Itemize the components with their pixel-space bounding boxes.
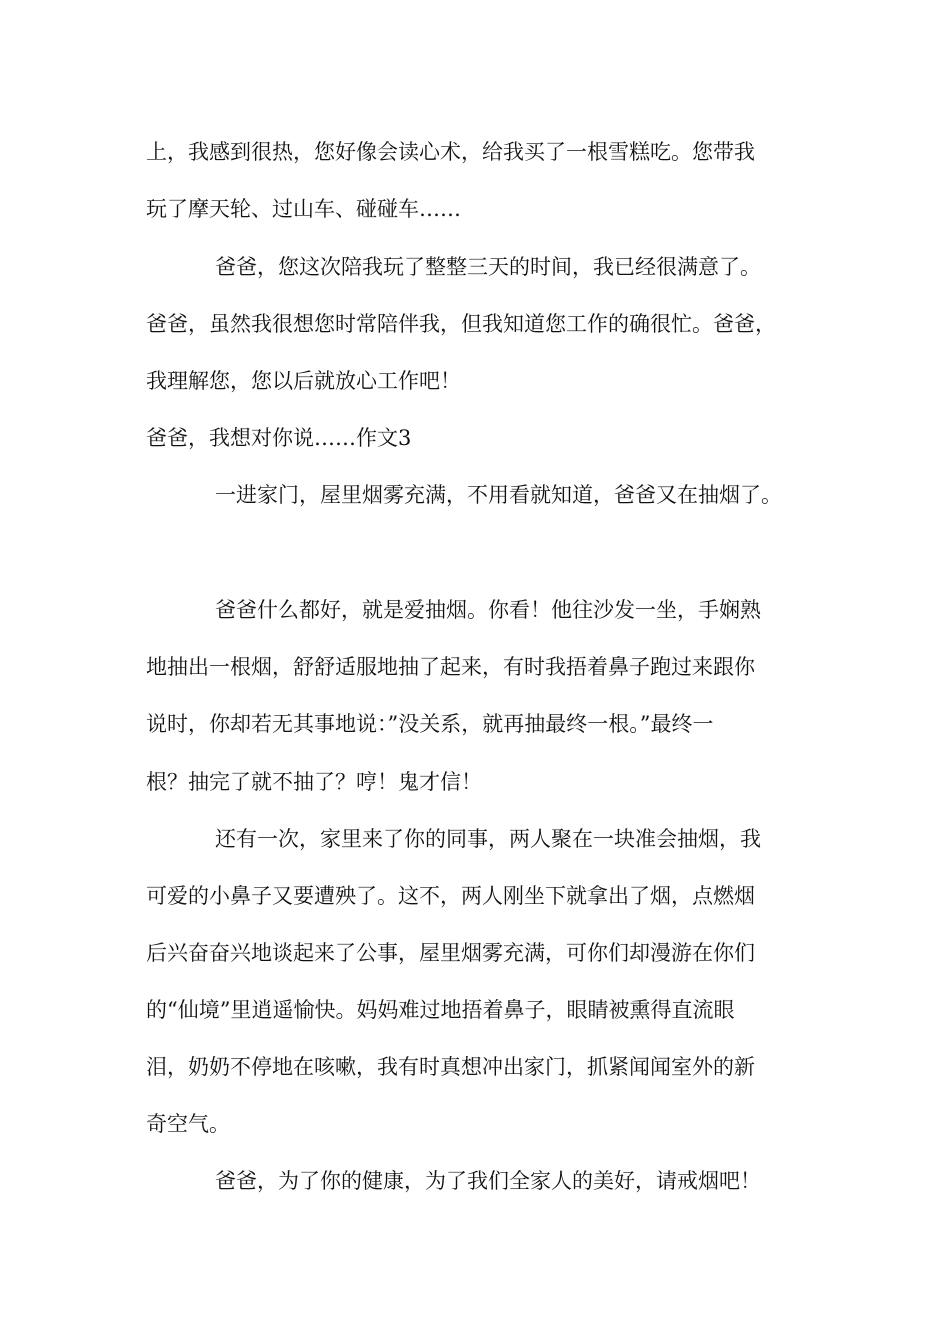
text-line: 说时，你却若无其事地说：”没关系，就再抽最终一根。”最终一 [146, 712, 714, 736]
text-line: 爸爸什么都好，就是爱抽烟。你看！他往沙发一坐，手娴熟 [215, 598, 761, 622]
text-line: 泪，奶奶不停地在咳嗽，我有时真想冲出家门，抓紧闻闻室外的新 [146, 1055, 755, 1079]
text-line: 地抽出一根烟，舒舒适服地抽了起来，有时我捂着鼻子跑过来跟你 [146, 655, 755, 679]
text-line: 奇空气。 [146, 1112, 230, 1136]
text-line: 爸爸，虽然我很想您时常陪伴我，但我知道您工作的确很忙。爸爸， [146, 312, 776, 336]
text-line: 玩了摩天轮、过山车、碰碰车…… [146, 197, 461, 221]
text-line: 后兴奋奋兴地谈起来了公事，屋里烟雾充满，可你们却漫游在你们 [146, 941, 755, 965]
text-line: 爸爸，为了你的健康，为了我们全家人的美好，请戒烟吧！ [215, 1169, 761, 1193]
text-line: 我理解您，您以后就放心工作吧！ [146, 369, 461, 393]
text-line: 可爱的小鼻子又要遭殃了。这不，两人刚坐下就拿出了烟，点燃烟 [146, 884, 755, 908]
text-line: 的“仙境”里逍遥愉快。妈妈难过地捂着鼻子，眼睛被熏得直流眼 [146, 998, 735, 1022]
text-line: 还有一次，家里来了你的同事，两人聚在一块准会抽烟，我 [215, 827, 761, 851]
text-line: 爸爸，您这次陪我玩了整整三天的时间，我已经很满意了。 [215, 255, 761, 279]
text-line: 上，我感到很热，您好像会读心术，给我买了一根雪糕吃。您带我 [146, 140, 755, 164]
text-line: 一进家门，屋里烟雾充满，不用看就知道，爸爸又在抽烟了。 [215, 483, 782, 507]
section-heading: 爸爸，我想对你说……作文3 [146, 426, 412, 450]
text-line: 根？抽完了就不抽了？哼！鬼才信！ [146, 770, 482, 794]
